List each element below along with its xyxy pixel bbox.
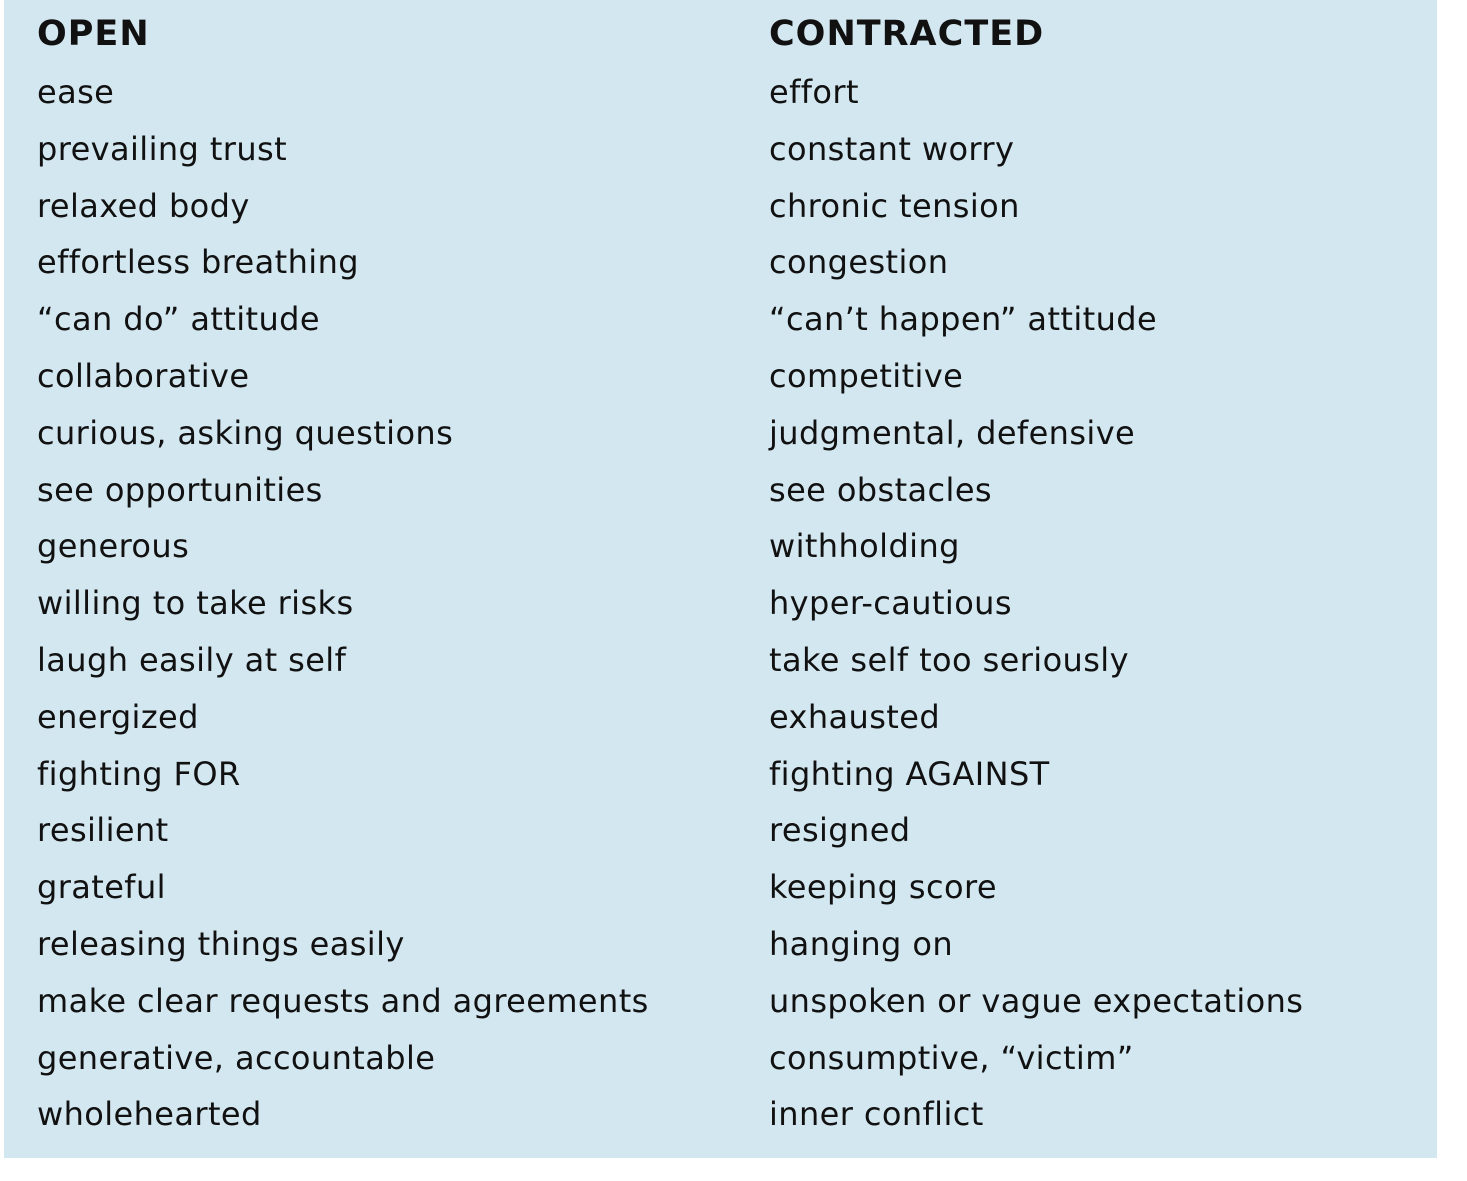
contracted-list-item: competitive	[769, 356, 964, 395]
open-heading: OPEN	[37, 14, 150, 54]
contracted-list-item: inner conflict	[769, 1095, 984, 1134]
contracted-list	[769, 70, 1303, 1149]
contracted-list-item: consumptive, “victim”	[769, 1038, 1134, 1077]
contracted-list-item: constant worry	[769, 129, 1015, 168]
open-list-item: collaborative	[37, 356, 250, 395]
open-list-item: willing to take risks	[37, 584, 354, 623]
contracted-list-item: hyper-cautious	[769, 584, 1012, 623]
comparison-panel	[4, 0, 1437, 1158]
contracted-list-item: exhausted	[769, 697, 941, 736]
open-list-item: prevailing trust	[37, 129, 288, 168]
open-list-item: laugh easily at self	[37, 640, 347, 679]
contracted-list-item: hanging on	[769, 924, 953, 963]
contracted-list-item: judgmental, defensive	[769, 413, 1136, 452]
open-list	[37, 70, 649, 1149]
open-list-item: see opportunities	[37, 470, 323, 509]
contracted-heading: CONTRACTED	[769, 14, 1045, 54]
contracted-list-item: effort	[769, 73, 859, 111]
contracted-list-item: resigned	[769, 811, 911, 850]
open-list-item: effortless breathing	[37, 243, 359, 282]
open-list-item: make clear requests and agreements	[37, 981, 649, 1020]
open-list-item: generous	[37, 527, 190, 566]
contracted-list-item: withholding	[769, 527, 960, 566]
open-list-item: grateful	[37, 868, 166, 907]
open-list-item: releasing things easily	[37, 924, 405, 963]
open-list-item: resilient	[37, 811, 169, 850]
open-list-item: fighting FOR	[37, 754, 241, 793]
open-list-item: curious, asking questions	[37, 413, 454, 452]
contracted-list-item: “can’t happen” attitude	[769, 300, 1158, 339]
contracted-list-item: congestion	[769, 243, 949, 282]
contracted-list-item: fighting AGAINST	[769, 754, 1050, 793]
contracted-list-item: take self too seriously	[769, 640, 1129, 679]
contracted-list-item: keeping score	[769, 868, 997, 907]
open-list-item: wholehearted	[37, 1095, 262, 1134]
open-list-item: ease	[37, 73, 115, 111]
contracted-list-item: see obstacles	[769, 470, 992, 509]
contracted-list-item: chronic tension	[769, 186, 1020, 225]
open-list-item: energized	[37, 697, 199, 736]
open-list-item: relaxed body	[37, 186, 250, 225]
open-list-item: “can do” attitude	[37, 300, 320, 339]
contracted-list-item: unspoken or vague expectations	[769, 981, 1304, 1020]
open-list-item: generative, accountable	[37, 1038, 436, 1077]
